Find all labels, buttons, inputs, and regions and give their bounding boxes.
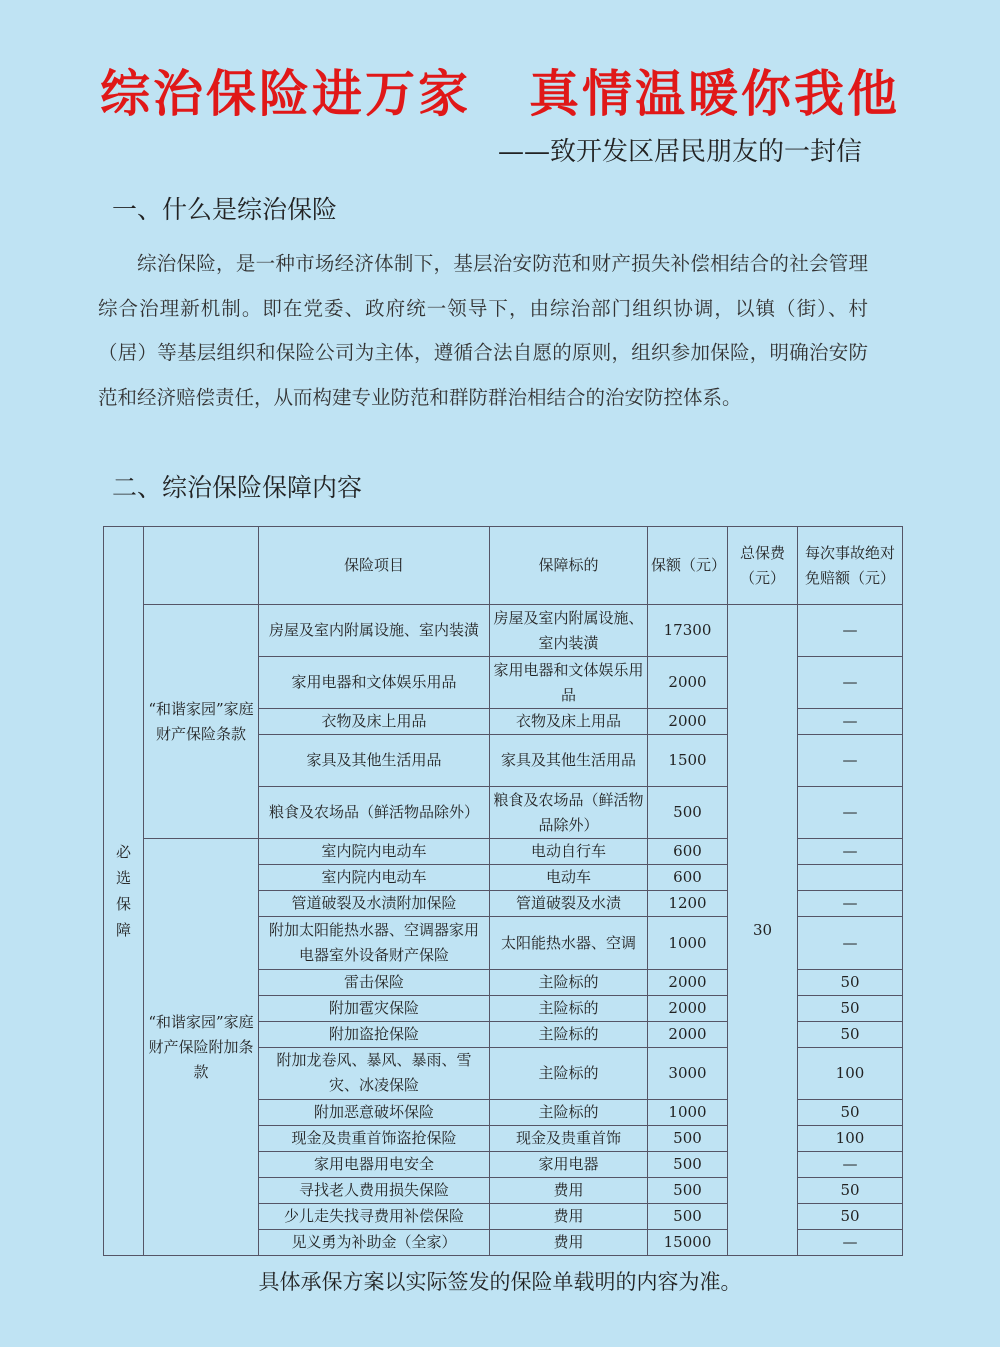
amount-cell: 2000	[648, 1021, 728, 1047]
headline-right: 真情温暖你我他	[529, 65, 900, 123]
amount-cell: 2000	[648, 969, 728, 995]
item-cell: 寻找老人费用损失保险	[259, 1177, 490, 1203]
item-cell: 家具及其他生活用品	[259, 735, 490, 787]
header-target: 保障标的	[490, 527, 648, 605]
item-cell: 粮食及农场品（鲜活物品除外）	[259, 787, 490, 839]
target-cell: 现金及贵重首饰	[490, 1125, 648, 1151]
item-cell: 室内院内电动车	[259, 865, 490, 891]
deductible-cell: —	[798, 1229, 903, 1255]
table-header-row	[104, 527, 903, 605]
group-label-cell: “和谐家园”家庭财产保险附加条款	[144, 839, 259, 1256]
item-cell: 雷击保险	[259, 969, 490, 995]
item-cell: 室内院内电动车	[259, 839, 490, 865]
item-cell: 少儿走失找寻费用补偿保险	[259, 1203, 490, 1229]
header-item: 保险项目	[259, 527, 490, 605]
deductible-cell: —	[798, 709, 903, 735]
amount-cell: 600	[648, 865, 728, 891]
footnote: 具体承保方案以实际签发的保险单载明的内容为准。	[258, 1270, 742, 1294]
amount-cell: 2000	[648, 709, 728, 735]
target-cell: 粮食及农场品（鲜活物品除外）	[490, 787, 648, 839]
target-cell: 家用电器	[490, 1151, 648, 1177]
total-premium-cell: 30	[728, 605, 798, 1256]
deductible-cell: —	[798, 891, 903, 917]
amount-cell: 500	[648, 1151, 728, 1177]
deductible-cell: 100	[798, 1125, 903, 1151]
amount-cell: 1200	[648, 891, 728, 917]
subtitle: ——致开发区居民朋友的一封信	[497, 137, 862, 167]
mandatory-cell	[104, 527, 144, 1256]
section1-body: 综治保险，是一种市场经济体制下，基层治安防范和财产损失补偿相结合的社会管理综合治理新机制。即在党委、政府统一领导下，由综治部门组织协调，以镇（街）、村（居）等基层组织和保险公司为主体，遵循合法自愿的原则，组织参加保险，明确治安防范和经济赔偿责任，从而构建专业防范和群防群治相结合的治安防控体系。	[98, 252, 868, 409]
deductible-cell: —	[798, 657, 903, 709]
target-cell: 费用	[490, 1177, 648, 1203]
target-cell: 房屋及室内附属设施、室内装潢	[490, 605, 648, 657]
target-cell: 主险标的	[490, 995, 648, 1021]
amount-cell: 500	[648, 1125, 728, 1151]
amount-cell: 500	[648, 787, 728, 839]
group-label-cell: “和谐家园”家庭财产保险条款	[144, 605, 259, 839]
target-cell: 管道破裂及水渍	[490, 891, 648, 917]
target-cell: 家具及其他生活用品	[490, 735, 648, 787]
amount-cell: 600	[648, 839, 728, 865]
item-cell: 家用电器用电安全	[259, 1151, 490, 1177]
deductible-cell: —	[798, 787, 903, 839]
target-cell: 主险标的	[490, 969, 648, 995]
deductible-cell: 100	[798, 1047, 903, 1099]
item-cell: 附加龙卷风、暴风、暴雨、雪灾、冰凌保险	[259, 1047, 490, 1099]
item-cell: 附加雹灾保险	[259, 995, 490, 1021]
headline	[0, 62, 1000, 126]
item-cell: 管道破裂及水渍附加保险	[259, 891, 490, 917]
item-cell: 附加恶意破坏保险	[259, 1099, 490, 1125]
amount-cell: 17300	[648, 605, 728, 657]
item-cell: 房屋及室内附属设施、室内装潢	[259, 605, 490, 657]
amount-cell: 2000	[648, 995, 728, 1021]
amount-cell: 3000	[648, 1047, 728, 1099]
deductible-cell: 50	[798, 1177, 903, 1203]
item-cell: 见义勇为补助金（全家）	[259, 1229, 490, 1255]
deductible-cell: 50	[798, 1099, 903, 1125]
target-cell: 电动车	[490, 865, 648, 891]
item-cell: 家用电器和文体娱乐用品	[259, 657, 490, 709]
deductible-cell: —	[798, 735, 903, 787]
header-amount: 保额（元）	[648, 527, 728, 605]
amount-cell: 1000	[648, 1099, 728, 1125]
deductible-cell: 50	[798, 1021, 903, 1047]
deductible-cell: —	[798, 605, 903, 657]
deductible-cell: —	[798, 1151, 903, 1177]
item-cell: 现金及贵重首饰盗抢保险	[259, 1125, 490, 1151]
deductible-cell: —	[798, 917, 903, 969]
section2-title: 二、综治保险保障内容	[112, 473, 363, 502]
deductible-cell: —	[798, 839, 903, 865]
target-cell: 太阳能热水器、空调	[490, 917, 648, 969]
blank-header-cell	[144, 527, 259, 605]
header-deductible: 每次事故绝对免赔额（元）	[798, 527, 903, 605]
coverage-table	[103, 526, 903, 1256]
item-cell: 衣物及床上用品	[259, 709, 490, 735]
header-premium: 总保费（元）	[728, 527, 798, 605]
amount-cell: 500	[648, 1203, 728, 1229]
amount-cell: 1500	[648, 735, 728, 787]
deductible-cell: 50	[798, 969, 903, 995]
target-cell: 主险标的	[490, 1021, 648, 1047]
amount-cell: 1000	[648, 917, 728, 969]
amount-cell: 500	[648, 1177, 728, 1203]
section1-title: 一、什么是综治保险	[112, 195, 338, 224]
target-cell: 费用	[490, 1203, 648, 1229]
table-row	[104, 605, 903, 657]
target-cell: 费用	[490, 1229, 648, 1255]
mandatory-label: 必 选 保 障	[115, 843, 131, 939]
deductible-cell	[798, 865, 903, 891]
amount-cell: 15000	[648, 1229, 728, 1255]
item-cell: 附加太阳能热水器、空调器家用电器室外设备财产保险	[259, 917, 490, 969]
amount-cell: 2000	[648, 657, 728, 709]
target-cell: 电动自行车	[490, 839, 648, 865]
item-cell: 附加盗抢保险	[259, 1021, 490, 1047]
target-cell: 家用电器和文体娱乐用品	[490, 657, 648, 709]
target-cell: 主险标的	[490, 1047, 648, 1099]
headline-left: 综治保险进万家	[100, 65, 471, 123]
target-cell: 主险标的	[490, 1099, 648, 1125]
target-cell: 衣物及床上用品	[490, 709, 648, 735]
deductible-cell: 50	[798, 995, 903, 1021]
deductible-cell: 50	[798, 1203, 903, 1229]
